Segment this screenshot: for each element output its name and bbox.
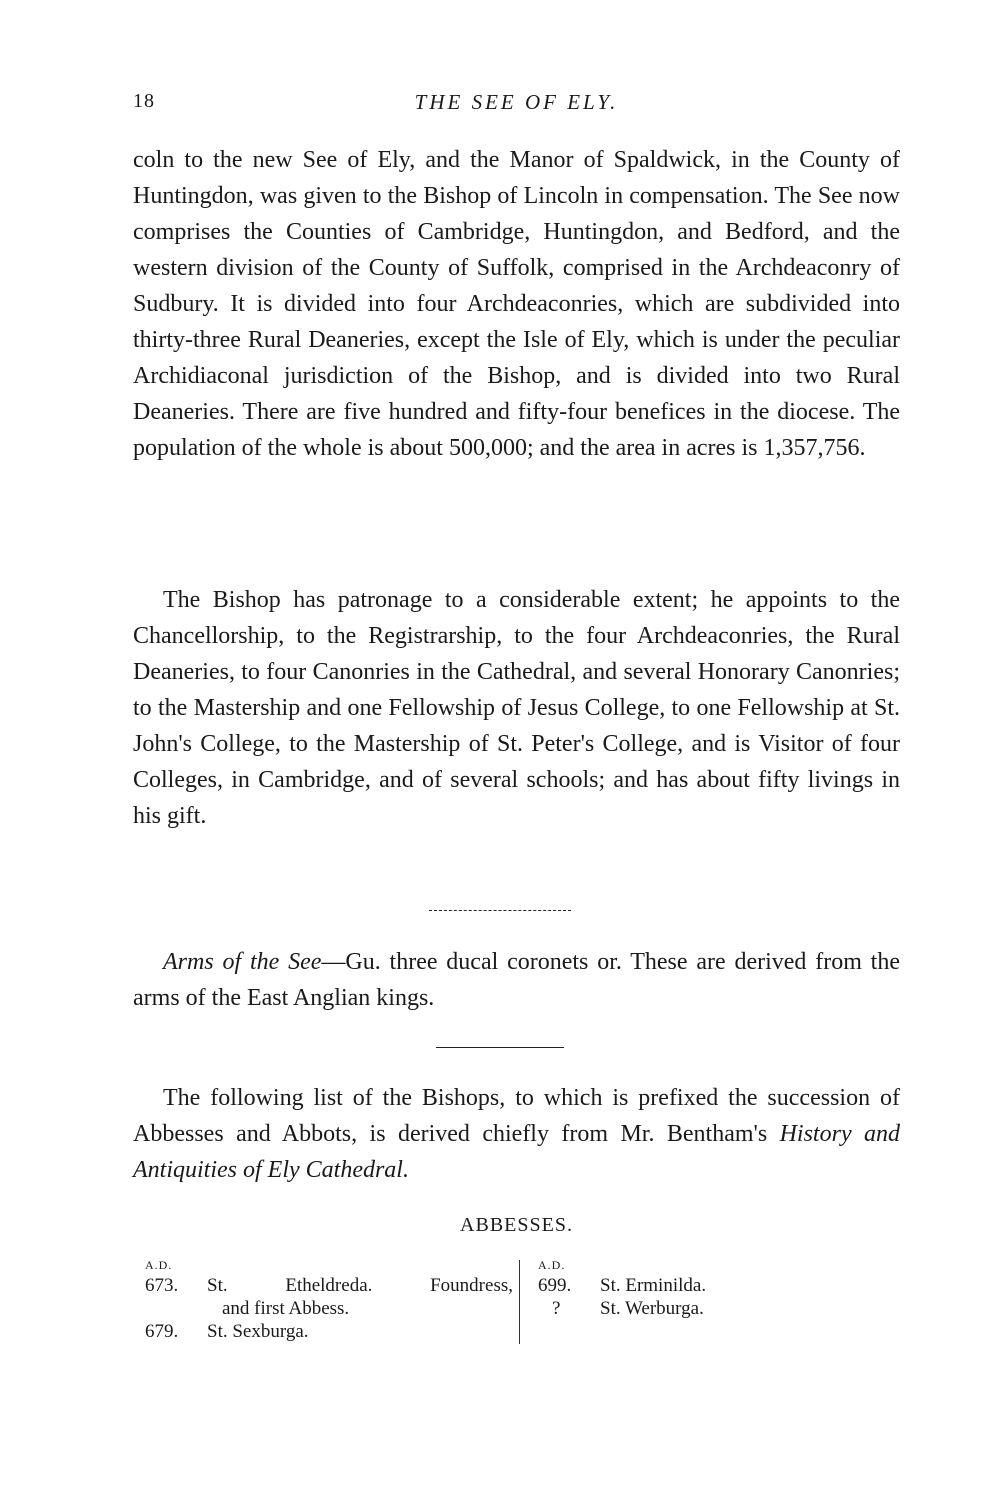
book-title: History and Antiquities of Ely Cathedral. [133,1121,901,1183]
ad-label: A.D. [145,1258,173,1272]
intro-text: The following list of the Bishops, to which is prefixed the succession of Abbesses and Abbots, is derived chiefly from Mr. Bentham's [133,1085,900,1147]
entry-continuation: and first Abbess. [222,1298,350,1319]
paragraph-see-description [133,142,900,466]
column-divider [519,1260,520,1344]
abbesses-column-right [538,1256,878,1320]
ad-label: A.D. [538,1258,566,1272]
paragraph-text [133,944,900,1016]
entry-name: St. Erminilda. [600,1275,707,1296]
section-divider [436,1047,564,1048]
list-item [538,1274,878,1297]
paragraph-text: The Bishop has patronage to a considerable extent; he appoints to the Chancellorship, to the Registrarship, to the four Archdeaconries, the Rural Deaneries, to four Canonries in the Cathedral, and several Honorary Canonries; to the Mastership and one Fellowship of Jesus College, to one Fellowship at St. John's College, to the Mastership of St. Peter's College, and is Visitor of four Colleges, in Cambridge, and of several schools; and has about fifty livings in his gift. [133,587,900,829]
arms-description: —Gu. three ducal coronets or. These are derived from the arms of the East Anglian kings. [133,949,900,1011]
paragraph-text [133,1080,900,1188]
list-item [145,1320,513,1343]
entry-year: 699. [538,1275,572,1296]
list-item [538,1297,878,1320]
paragraph-list-introduction [133,1080,900,1188]
entry-name: St. Werburga. [600,1298,704,1319]
running-title: THE SEE OF ELY. [414,90,619,114]
paragraph-arms-of-the-see [133,944,900,1016]
paragraph-bishop-patronage [133,582,900,834]
entry-year: ? [552,1298,561,1319]
entry-year: 679. [145,1321,179,1342]
arms-label: Arms of the See [163,949,322,975]
paragraph-text: coln to the new See of Ely, and the Manor of Spaldwick, in the County of Huntingdon, was given to the Bishop of Lincoln in compensation. The See now comprises the Counties of Cambridge, Huntingdon, and Bedford, and the western division of the County of Suffolk, comprised in the Archdeaconry of Sudbury. It is divided into four Archdeaconries, which are subdivided into thirty-three Rural Deaneries, except the Isle of Ely, which is under the peculiar Archidiaconal jurisdiction of the Bishop, and is divided into two Rural Deaneries. There are five hundred and fifty-four benefices in the diocese. The population of the whole is about 500,000; and the area in acres is 1,357,756. [133,147,900,461]
section-divider [429,910,571,911]
entry-year: 673. [145,1275,179,1296]
entry-name: St. Sexburga. [207,1321,309,1342]
abbesses-heading: ABBESSES. [460,1214,573,1236]
abbesses-column-left [145,1256,513,1343]
entry-name: St. Etheldreda. Foundress, [207,1275,513,1296]
list-item [145,1274,513,1297]
page-number: 18 [133,90,155,112]
page-header [133,90,900,120]
